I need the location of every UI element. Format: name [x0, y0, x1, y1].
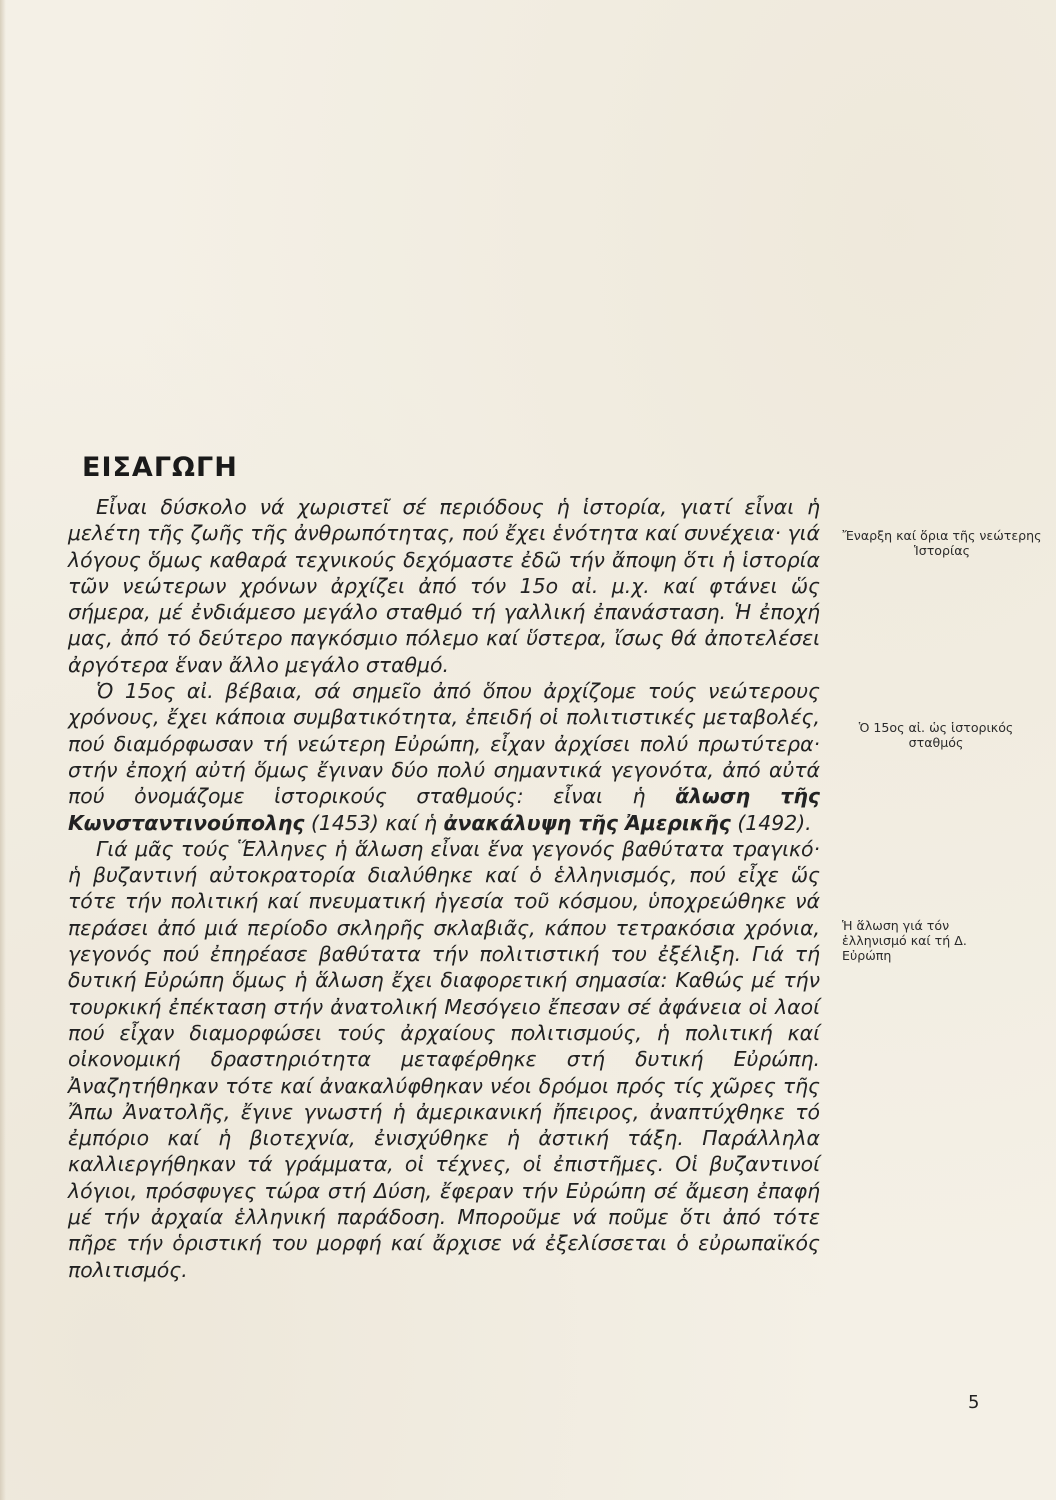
page-number: 5 [968, 1392, 980, 1413]
bold-discovery-of-america: ἀνακάλυψη τῆς Ἀμερικῆς [443, 810, 731, 835]
main-text-column [68, 494, 820, 1283]
bold-fall-of-constantinople: ἅλωση τῆς Κωνσταντινούπολης [68, 784, 820, 835]
chapter-heading: ΕΙΣΑΓΩΓΗ [82, 452, 238, 483]
paragraph-2-end: (1492). [730, 810, 812, 835]
paragraph-2-start: Ὁ 15ος αἰ. βέβαια, σά σημεῖο ἀπό ὅπου ἀρχίζομε τούς νεώτερους χρόνους, ἔχει κάποια συμβατικότητα, ἐπειδή οἱ πολιτιστικές μεταβολές, πού διαμόρφωσαν τή νεώτερη Εὐρώπη, εἶχαν ἀρχίσει πολύ πρωτύτερα· στήν ἐποχή αὐτή ὅμως ἔγιναν δύο πολύ σημαντικά γεγονότα, ἀπό αὐτά πού ὀνομάζομε ἱστορικούς σταθμούς: εἶναι ἡ [68, 679, 820, 809]
paragraph-1: Εἶναι δύσκολο νά χωριστεῖ σέ περιόδους ἡ ἱστορία, γιατί εἶναι ἡ μελέτη τῆς ζωῆς τῆς ἀνθρωπότητας, πού ἔχει ἑνότητα καί συνέχεια· γιά λόγους ὅμως καθαρά τεχνικούς δεχόμαστε ἐδῶ τήν ἄποψη ὅτι ἡ ἱστορία τῶν νεώτερων χρόνων ἀρχίζει ἀπό τόν 15ο αἰ. μ.χ. καί φτάνει ὥς σήμερα, μέ ἐνδιάμεσο μεγάλο σταθμό τή γαλλική ἐπανάσταση. Ἡ ἐποχή μας, ἀπό τό δεύτερο παγκόσμιο πόλεμο καί ὕστερα, ἴσως θά ἀποτελέσει ἀργότερα ἕναν ἄλλο μεγάλο σταθμό. [68, 495, 820, 677]
paragraph-2 [68, 678, 820, 836]
page-binding-edge [0, 0, 6, 1500]
paragraph-2-middle: (1453) καί ἡ [304, 810, 444, 835]
paragraph-3: Γιά μᾶς τούς Ἕλληνες ἡ ἅλωση εἶναι ἕνα γεγονός βαθύτατα τραγικό· ἡ βυζαντινή αὐτοκρατορία διαλύθηκε καί ὁ ἑλληνισμός, πού εἶχε ὥς τότε τήν πολιτική καί πνευματική ἡγεσία τοῦ κόσμου, ὑποχρεώθηκε νά περάσει ἀπό μιά περίοδο σκληρῆς σκλαβιᾶς, κάπου τετρακόσια χρόνια, γεγονός πού ἐπηρέασε βαθύτατα τήν πολιτιστική του ἐξέλιξη. Γιά τή δυτική Εὐρώπη ὅμως ἡ ἅλωση ἔχει διαφορετική σημασία: Καθώς μέ τήν τουρκική ἐπέκταση στήν ἀνατολική Μεσόγειο ἔπεσαν σέ ἀφάνεια οἱ λαοί πού εἶχαν διαμορφώσει τούς ἀρχαίους πολιτισμούς, ἡ πολιτική καί οἰκονομική δραστηριότητα μεταφέρθηκε στή δυτική Εὐρώπη. Ἀναζητήθηκαν τότε καί ἀνακαλύφθηκαν νέοι δρόμοι πρός τίς χῶρες τῆς Ἄπω Ἀνατολῆς, ἔγινε γνωστή ἡ ἀμερικανική ἤπειρος, ἀναπτύχθηκε τό ἐμπόριο καί ἡ βιοτεχνία, ἐνισχύθηκε ἡ ἀστική τάξη. Παράλληλα καλλιεργήθηκαν τά γράμματα, οἱ τέχνες, οἱ ἐπιστῆμες. Οἱ βυζαντινοί λόγιοι, πρόσφυγες τώρα στή Δύση, ἔφεραν τήν Εὐρώπη σέ ἄμεση ἐπαφή μέ τήν ἀρχαία ἑλληνική παράδοση. Μποροῦμε νά ποῦμε ὅτι ἀπό τότε πῆρε τήν ὁριστική του μορφή καί ἄρχισε νά ἐξελίσσεται ὁ εὐρωπαϊκός πολιτισμός. [68, 836, 820, 1282]
margin-note-fall-significance: Ἡ ἅλωση γιά τόν ἑλληνισμό καί τή Δ. Εὐρώπη [842, 918, 967, 963]
margin-note-15th-century: Ὁ 15ος αἰ. ὡς ἱστορικός σταθμός [858, 720, 1014, 750]
margin-note-beginning-and-limits: Ἔναρξη καί ὅρια τῆς νεώτερης Ἱστορίας [842, 528, 1042, 558]
